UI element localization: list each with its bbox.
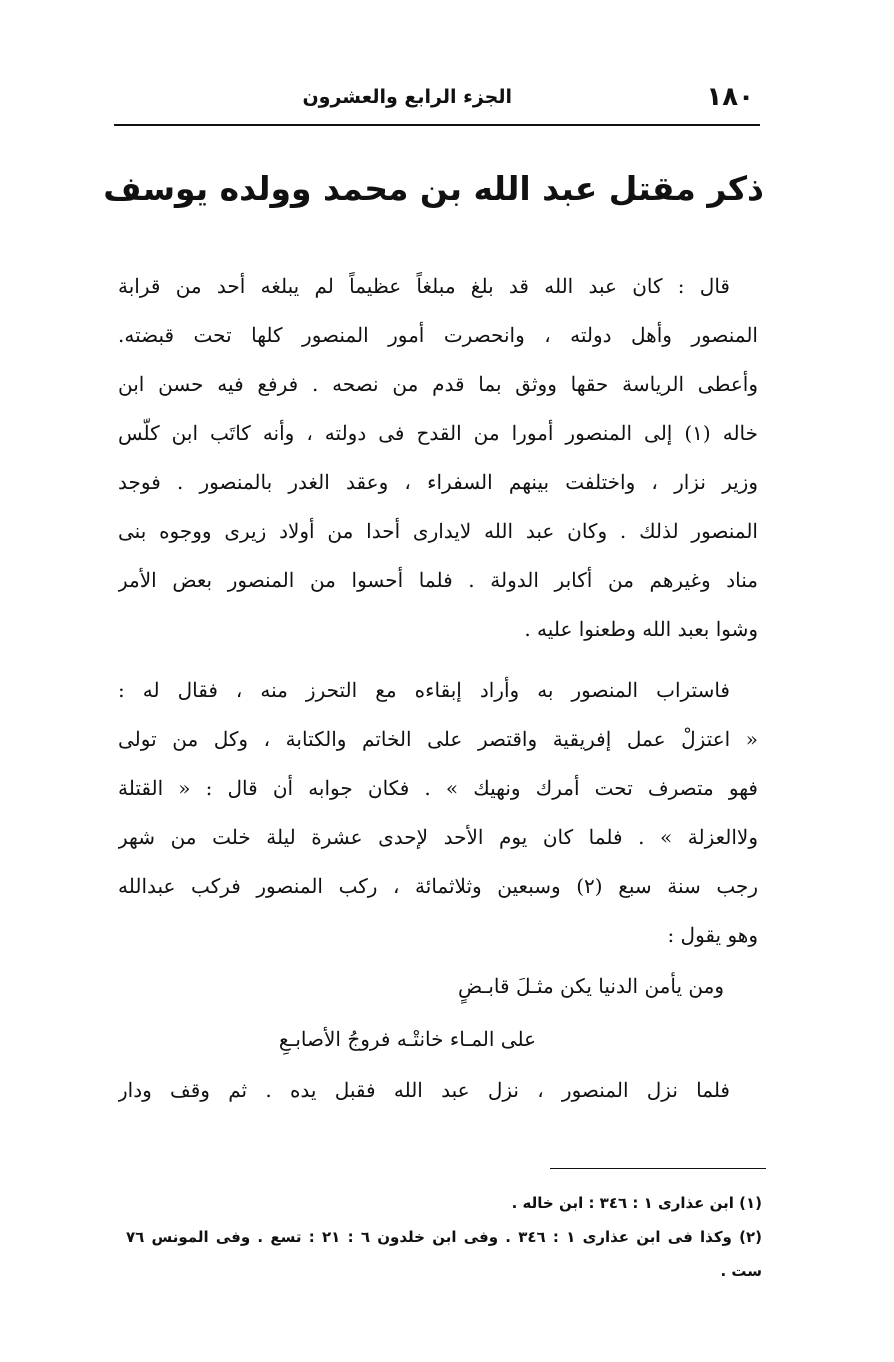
text-line: وزير نزار ، واختلفت بينهم السفراء ، وعقد الغدر بالمنصور . فوجد	[118, 470, 758, 494]
footnote-rule	[550, 1168, 766, 1169]
text-line: فاستراب المنصور به وأراد إبقاءه مع التحرز منه ، فقال له :	[118, 678, 730, 702]
running-head: الجزء الرابع والعشرون	[302, 86, 512, 108]
poem-second-hemistich: على المـاء خانتْـه فروجُ الأصابـعِ	[278, 1027, 536, 1051]
footnote-1: (١) ابن عذارى ١ : ٣٤٦ : ابن خاله .	[511, 1194, 762, 1212]
text-line: مناد وغيرهم من أكابر الدولة . فلما أحسوا من المنصور بعض الأمر	[118, 568, 758, 592]
paragraph-3	[118, 1066, 758, 1115]
text-line: « اعتزلْ عمل إفريقية واقتصر على الخاتم والكتابة ، وكل من تولى	[118, 727, 758, 751]
page-header	[112, 80, 764, 120]
paragraph-gap	[118, 654, 758, 666]
text-line: ولاالعزلة » . فلما كان يوم الأحد لإحدى عشرة ليلة خلت من شهر	[118, 825, 758, 849]
text-line: المنصور لذلك . وكان عبد الله لايدارى أحدا من أولاد زيرى ووجوه بنى	[118, 519, 758, 543]
footnotes	[126, 1186, 762, 1288]
header-rule	[114, 124, 760, 126]
text-line: المنصور وأهل دولته ، وانحصرت أمور المنصور كلها تحت قبضته.	[118, 323, 758, 347]
paragraph-1	[118, 262, 758, 654]
text-line: خاله (١) إلى المنصور أمورا من القدح فى دولته ، وأنه كاتَب ابن كلّس	[118, 421, 758, 445]
text-line: وهو يقول :	[667, 923, 758, 947]
body-text	[118, 262, 758, 1115]
text-line: وأعطى الرياسة حقها ووثق بما قدم من نصحه . فرفع فيه حسن ابن	[118, 372, 758, 396]
poem-verse	[118, 960, 758, 1066]
page-number: ١٨٠	[706, 82, 754, 112]
footnote-2-continuation: ست .	[720, 1262, 762, 1280]
text-line: فلما نزل المنصور ، نزل عبد الله فقبل يده . ثم وقف ودار	[118, 1078, 730, 1102]
paragraph-2	[118, 666, 758, 960]
text-line: قال : كان عبد الله قد بلغ مبلغاً عظيماً لم يبلغه أحد من قرابة	[118, 274, 730, 298]
text-line: فهو متصرف تحت أمرك ونهيك » . فكان جوابه أن قال : « القتلة	[118, 776, 758, 800]
text-line: رجب سنة سبع (٢) وسبعين وثلاثمائة ، ركب المنصور فركب عبدالله	[118, 874, 758, 898]
text-line: وشوا بعبد الله وطعنوا عليه .	[524, 617, 758, 641]
footnote-2: (٢) وكذا فى ابن عذارى ١ : ٣٤٦ . وفى ابن خلدون ٦ : ٢١ : تسع . وفى المونس ٧٦	[126, 1228, 762, 1246]
chapter-title: ذكر مقتل عبد الله بن محمد وولده يوسف	[103, 169, 764, 208]
poem-first-hemistich: ومن يأمن الدنيا يكن مثـلَ قابـضٍ	[458, 974, 724, 998]
